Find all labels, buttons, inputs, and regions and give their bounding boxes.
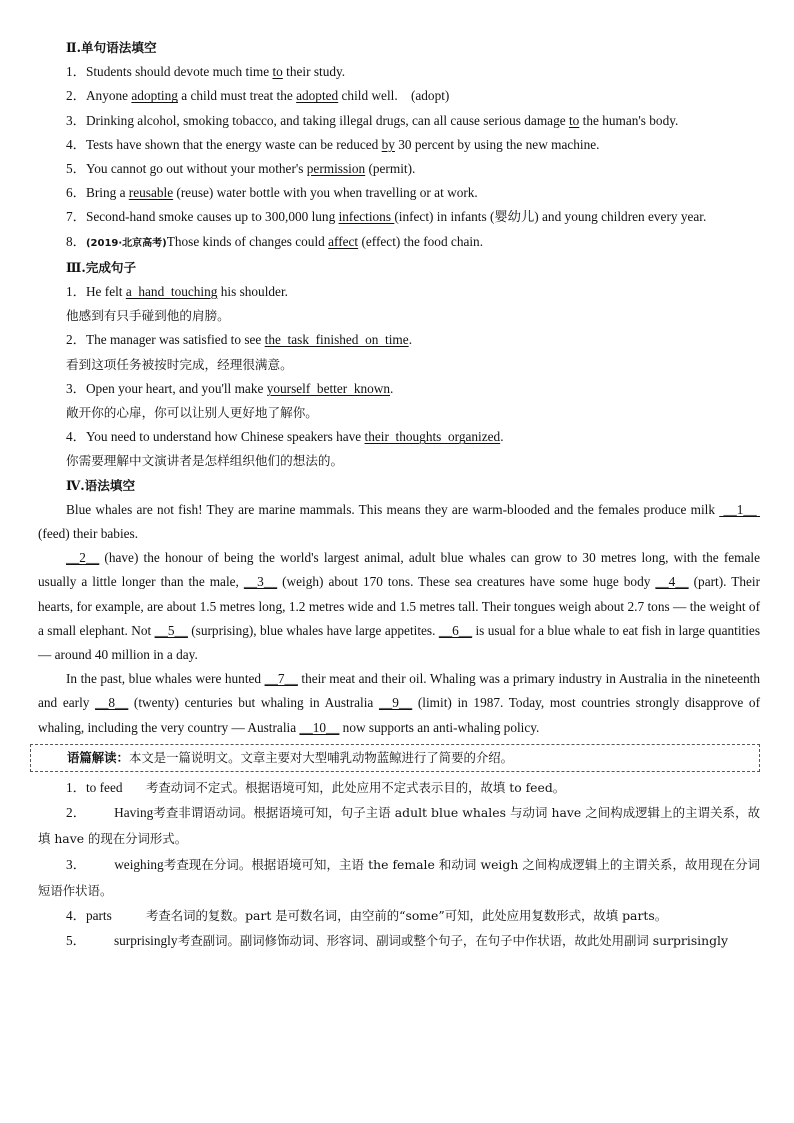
item-number: 3． bbox=[66, 112, 86, 128]
translation: 他感到有只手碰到他的肩膀。 bbox=[66, 308, 230, 324]
answer-explanation bbox=[38, 904, 760, 928]
item-number: 2． bbox=[66, 88, 86, 104]
exercise-item bbox=[38, 205, 760, 229]
passage-paragraph bbox=[38, 546, 760, 667]
passage-paragraph bbox=[38, 498, 760, 546]
answer-key: weighing bbox=[114, 857, 164, 873]
translation: 看到这项任务被按时完成，经理很满意。 bbox=[66, 356, 293, 372]
item-number: 4． bbox=[66, 908, 86, 924]
passage-text: (feed) their babies. bbox=[38, 526, 139, 542]
gap-blank: __8__ bbox=[95, 695, 129, 711]
item-number: 5． bbox=[66, 161, 86, 177]
explanation-text: 考查名词的复数。part 是可数名词，由空前的“some”可知，此处应用复数形式，故填 parts。 bbox=[145, 908, 668, 924]
exercise-item bbox=[38, 109, 760, 133]
passage-text: is usual for a blue whale to eat fish in large quantities — around 40 million in a day. bbox=[38, 622, 760, 663]
answer: to bbox=[272, 64, 283, 80]
item-text: (permit). bbox=[365, 161, 416, 177]
answer: infections bbox=[338, 209, 395, 225]
gap-blank: __9__ bbox=[378, 695, 413, 711]
gap-blank: __1__ bbox=[719, 501, 761, 517]
item-text: (effect) the food chain. bbox=[358, 233, 484, 249]
explanation-text: 考查动词不定式。根据语境可知，此处应用不定式表示目的，故填 to feed。 bbox=[145, 779, 566, 795]
item-text: . bbox=[408, 332, 413, 348]
passage-text: (limit) in 1987. Today, most countries strongly disapprove of whaling, including the very country — Australia bbox=[38, 695, 760, 735]
item-number: 7． bbox=[66, 209, 86, 225]
item-text: a child must treat the bbox=[177, 88, 297, 104]
exercise-item bbox=[38, 60, 760, 84]
answer-key: Having bbox=[114, 805, 154, 821]
item-number: 3． bbox=[66, 857, 87, 873]
answer: by bbox=[381, 136, 395, 152]
exercise-item bbox=[38, 157, 760, 181]
heading-text: Ⅲ.完成句子 bbox=[66, 259, 137, 275]
answer-explanation bbox=[38, 776, 760, 800]
passage-paragraph bbox=[38, 667, 760, 740]
exercise-item bbox=[38, 425, 760, 449]
worksheet-page bbox=[38, 36, 760, 954]
passage-text: (have) the honour of being the world's largest animal, adult blue whales can grow to 30 metres long, with the female usually a little longer than the male, bbox=[38, 550, 760, 590]
item-text: the human's body. bbox=[579, 112, 679, 128]
passage-text: their meat and their oil. Whaling was a primary industry in Australia in the nineteenth and early bbox=[38, 671, 760, 711]
item-text: their study. bbox=[282, 64, 346, 80]
answer: the task finished on time bbox=[264, 332, 409, 348]
answer-key: surprisingly bbox=[113, 933, 178, 949]
item-number: 8． bbox=[66, 233, 86, 249]
translation: 敞开你的心扉，你可以让别人更好地了解你。 bbox=[66, 405, 318, 421]
answer: reusable bbox=[128, 185, 174, 201]
item-text: Open your heart, and you'll make bbox=[85, 380, 267, 396]
gap-blank: __6__ bbox=[438, 622, 473, 638]
item-text: his shoulder. bbox=[217, 284, 288, 300]
item-text: You cannot go out without your mother's bbox=[85, 161, 307, 177]
exercise-item bbox=[38, 133, 760, 157]
heading-text: Ⅱ.单句语法填空 bbox=[66, 40, 157, 55]
exercise-item bbox=[38, 328, 760, 352]
answer-explanation bbox=[38, 852, 760, 904]
summary-label: 语篇解读： bbox=[67, 749, 129, 765]
item-number: 2． bbox=[66, 805, 87, 821]
answer: affect bbox=[328, 233, 359, 249]
item-text: Tests have shown that the energy waste can be reduced bbox=[85, 136, 382, 152]
item-text: Anyone bbox=[85, 88, 132, 104]
gap-blank: __3__ bbox=[243, 574, 278, 590]
item-number: 3． bbox=[66, 380, 86, 396]
item-text: The manager was satisfied to see bbox=[85, 332, 265, 348]
item-number: 4． bbox=[66, 136, 86, 152]
item-text: You need to understand how Chinese speakers have bbox=[85, 429, 365, 445]
item-text: Students should devote much time bbox=[85, 64, 273, 80]
passage-text: (weigh) about 170 tons. These sea creatures have some huge body bbox=[277, 574, 656, 590]
answer: their thoughts organized bbox=[364, 429, 501, 445]
item-text: He felt bbox=[85, 284, 126, 300]
item-number: 5． bbox=[66, 933, 86, 949]
item-text: . bbox=[500, 429, 504, 445]
item-text: . bbox=[390, 380, 394, 396]
passage-text: (part). Their hearts, for example, are about 1.5 metres long, 1.2 metres wide and 1.5 metres tall. Their tongues weigh about 2.7 tons — the weight of a small elephant. Not bbox=[38, 574, 761, 638]
answer: to bbox=[568, 112, 580, 128]
heading-text: Ⅳ.语法填空 bbox=[66, 477, 136, 493]
answer-explanation bbox=[38, 928, 760, 954]
explanation-text: 考查非谓语动词。根据语境可知，句子主语 adult blue whales 与动词 have 之间构成逻辑上的主谓关系，故填 have 的现在分词形式。 bbox=[38, 805, 760, 847]
passage-text: (surprising), blue whales have large appetites. bbox=[187, 622, 439, 638]
answer-key: parts bbox=[85, 908, 112, 924]
translation: 你需要理解中文演讲者是怎样组织他们的想法的。 bbox=[66, 453, 344, 469]
item-text: Bring a bbox=[85, 185, 129, 201]
summary-text: 本文是一篇说明文。文章主要对大型哺乳动物蓝鲸进行了简要的介绍。 bbox=[128, 749, 514, 765]
gap-blank: __5__ bbox=[154, 622, 188, 638]
item-text: Drinking alcohol, smoking tobacco, and taking illegal drugs, can all cause serious damage bbox=[85, 112, 569, 128]
section-heading bbox=[38, 256, 760, 280]
exercise-item bbox=[38, 377, 760, 401]
passage-text: In the past, blue whales were hunted bbox=[66, 671, 265, 687]
answer: adopting bbox=[131, 88, 178, 104]
passage-summary-box bbox=[30, 744, 760, 772]
explanation-text: 考查副词。副词修饰动词、形容词、副词或整个句子，在句子中作状语，故此处用副词 surprisingly bbox=[177, 933, 729, 949]
item-text: (infect) in infants (婴幼儿) and young children every year. bbox=[394, 209, 707, 225]
item-text: (reuse) water bottle with you when travelling or at work. bbox=[173, 185, 478, 201]
passage-text: Blue whales are not fish! They are marine mammals. This means they are warm-blooded and the females produce milk bbox=[66, 501, 720, 517]
passage-text: now supports an anti-whaling policy. bbox=[339, 719, 540, 735]
item-number: 1． bbox=[66, 64, 86, 80]
answer: adopted bbox=[296, 88, 339, 104]
gap-blank: __7__ bbox=[264, 671, 298, 687]
item-number: 2． bbox=[66, 332, 86, 348]
exercise-item bbox=[38, 280, 760, 304]
section-heading bbox=[38, 474, 760, 498]
answer: permission bbox=[306, 161, 366, 177]
source-tag: (2019·北京高考) bbox=[85, 237, 167, 249]
answer-explanation bbox=[38, 800, 760, 852]
explanation-text: 考查现在分词。根据语境可知，主语 the female 和动词 weigh 之间构成逻辑上的主谓关系，故用现在分词短语作状语。 bbox=[38, 857, 760, 899]
section-heading bbox=[38, 36, 760, 60]
item-text: child well. (adopt) bbox=[338, 88, 450, 104]
item-text: 30 percent by using the new machine. bbox=[394, 136, 600, 152]
answer: a hand touching bbox=[125, 284, 218, 300]
gap-blank: __4__ bbox=[655, 574, 689, 590]
item-number: 4． bbox=[66, 429, 86, 445]
exercise-item bbox=[38, 230, 760, 256]
gap-blank: __10__ bbox=[299, 719, 340, 735]
item-number: 1． bbox=[66, 779, 86, 795]
answer-key: to feed bbox=[85, 779, 123, 795]
item-text: Those kinds of changes could bbox=[166, 233, 329, 249]
passage-text: (twenty) centuries but whaling in Australia bbox=[128, 695, 379, 711]
answer: yourself better known bbox=[266, 380, 391, 396]
item-text: Second-hand smoke causes up to 300,000 lung bbox=[85, 209, 339, 225]
gap-blank: __2__ bbox=[66, 550, 100, 566]
item-number: 1． bbox=[66, 284, 86, 300]
exercise-item bbox=[38, 84, 760, 108]
exercise-item bbox=[38, 181, 760, 205]
item-number: 6． bbox=[66, 185, 86, 201]
